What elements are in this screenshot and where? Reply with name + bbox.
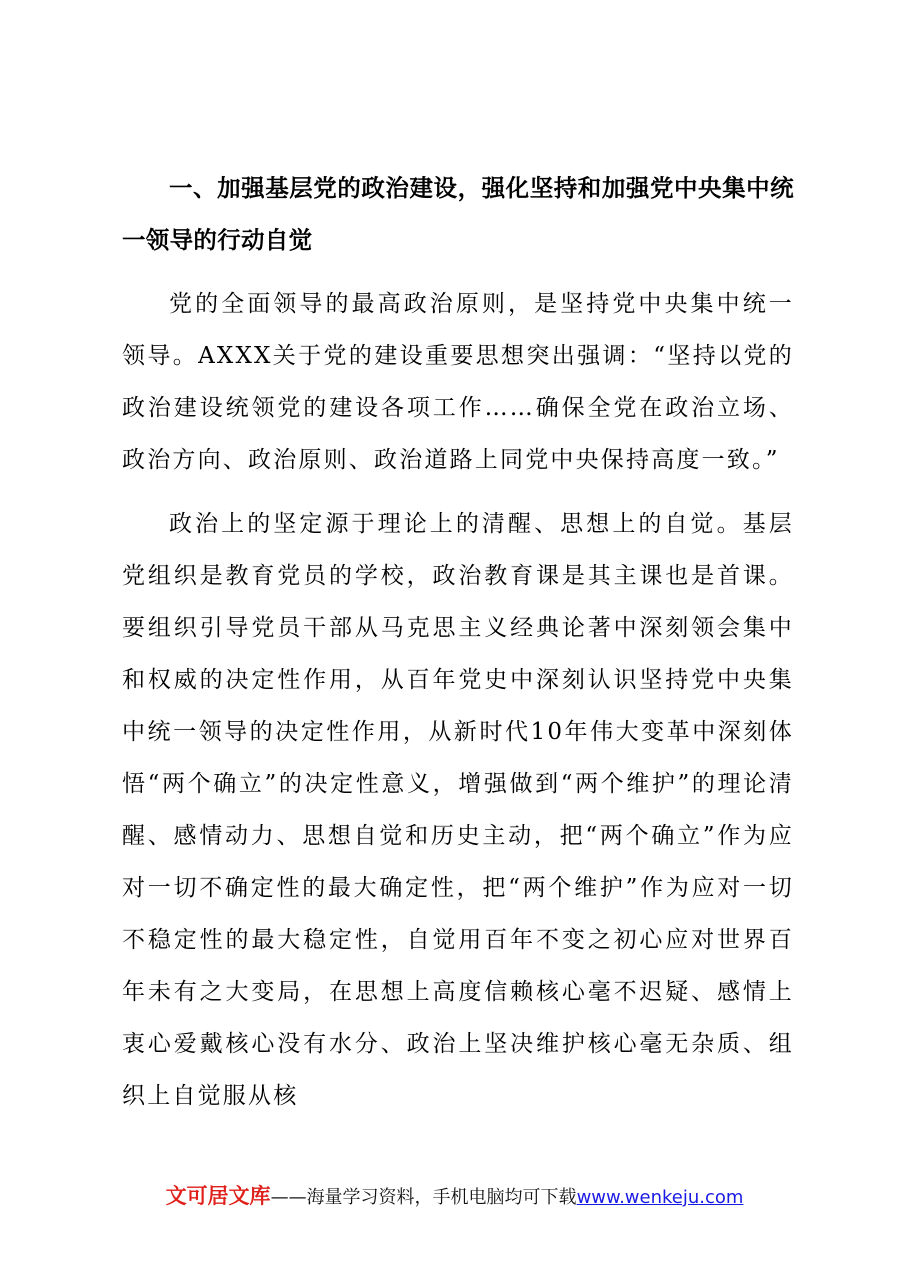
- paragraph-2: 政治上的坚定源于理论上的清醒、思想上的自觉。基层党组织是教育党员的学校，政治教育课是其主课也是首课。要组织引导党员干部从马克思主义经典论著中深刻领会集中和权威的决定性作用，从百年党史中深刻认识坚持党中央集中统一领导的决定性作用，从新时代10年伟大变革中深刻体悟“两个确立”的决定性意义，增强做到“两个维护”的理论清醒、感情动力、思想自觉和历史主动，把“两个确立”作为应对一切不确定性的最大确定性，把“两个维护”作为应对一切不稳定性的最大稳定性，自觉用百年不变之初心应对世界百年未有之大变局，在思想上高度信赖核心毫不迟疑、感情上衷心爱戴核心没有水分、政治上坚决维护核心毫无杂质、组织上自觉服从核: [122, 511, 794, 1109]
- footer-banner: [0, 1182, 909, 1212]
- footer-brand: 文可居文库: [165, 1184, 271, 1208]
- paragraph-1: 党的全面领导的最高政治原则，是坚持党中央集中统一领导。AXXX关于党的建设重要思想突出强调：“坚持以党的政治建设统领党的建设各项工作……确保全党在政治立场、政治方向、政治原则、政治道路上同党中央保持高度一致。”: [122, 291, 794, 473]
- footer-tagline: ——海量学习资料，手机电脑均可下载: [270, 1187, 577, 1208]
- section-heading: 一、加强基层党的政治建设，强化坚持和加强党中央集中统一领导的行动自觉: [122, 174, 794, 254]
- footer-site-link[interactable]: www.wenkeju.com: [576, 1187, 744, 1208]
- document-body: [122, 162, 794, 1122]
